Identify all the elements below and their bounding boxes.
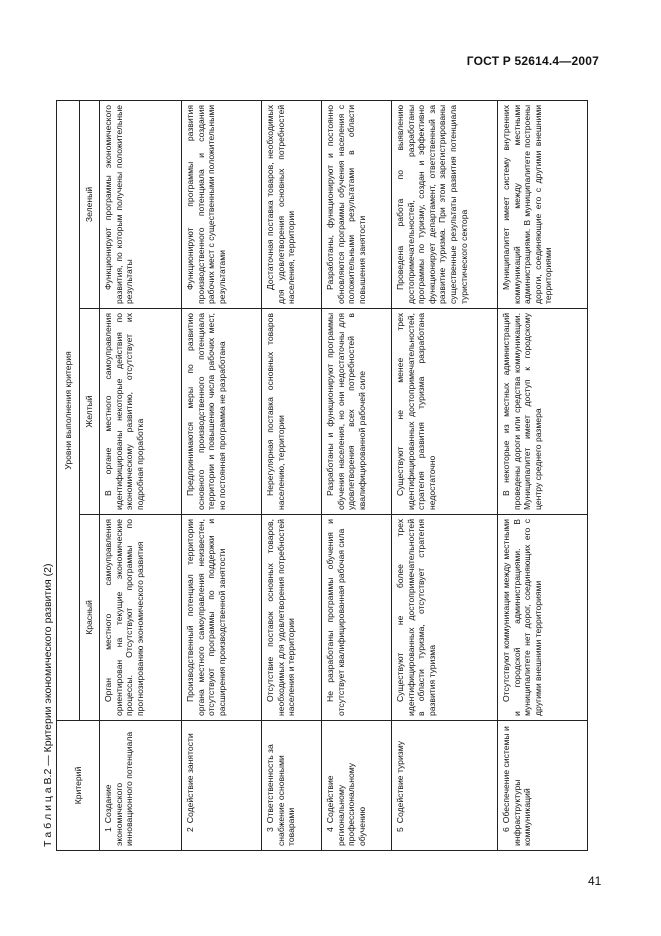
- criterion-text: Обеспечение системы и инфраструктуры коммуникаций: [501, 726, 533, 846]
- table-row: [498, 100, 588, 850]
- table-row: [100, 100, 182, 850]
- criterion-cell: [100, 721, 182, 851]
- red-level-cell: Не разработаны программы обучения и отсутствует квалифицированная рабочая сила: [322, 515, 392, 721]
- criteria-table: [56, 100, 588, 851]
- criterion-cell: [392, 721, 498, 851]
- header-levels: Уровни выполнения критерия: [57, 100, 80, 720]
- header-yellow: Желтый: [80, 309, 100, 515]
- yellow-level-cell: Нерегулярная поставка основных товаров населению, территории: [262, 309, 322, 515]
- criterion-text: Содействие региональному профессиональному обучению: [325, 762, 367, 846]
- red-level-cell: Отсутствуют коммуникации между местными и городской администрациями. В муниципалитете нет дорог, соединяющих его с другими внешними территориями: [498, 515, 588, 721]
- row-number: 5: [395, 827, 405, 832]
- standard-designation: ГОСТ Р 52614.4—2007: [466, 54, 599, 68]
- green-level-cell: Достаточная поставка товаров, необходимых для удовлетворения основных потребностей населения, территории: [262, 100, 322, 308]
- row-number: 2: [185, 827, 195, 832]
- red-level-cell: Существуют не более трех идентифицированных достопримечательностей в области туризма, отсутствует стратегия развития туризма: [392, 515, 498, 721]
- row-number: 4: [325, 827, 335, 832]
- green-level-cell: Муниципалитет имеет систему внутренних коммуникаций между местными администрациями. В муниципалитете построены дороги, соединяющие его с другими внешними территориями: [498, 100, 588, 308]
- table-row: [392, 100, 498, 850]
- yellow-level-cell: В органе местного самоуправления идентифицированы некоторые действия по экономическому развитию, отсутствует их подробная проработка: [100, 309, 182, 515]
- page-number: 41: [588, 874, 602, 888]
- green-level-cell: Проведена работа по выявлению достопримечательностей, разработаны программы по туризму, создан и эффективно функционирует департамент, ответственный за развитие туризма. При этом зарегистрированы существенные результаты развития потенциала туристического сектора: [392, 100, 498, 308]
- green-level-cell: Функционируют программы развития производственного потенциала и создания рабочих мест с существенными положительными результатами: [182, 100, 262, 308]
- criterion-text: Содействие занятости: [185, 733, 195, 824]
- table-row: [322, 100, 392, 850]
- criterion-cell: [182, 721, 262, 851]
- table-caption: Т а б л и ц а В.2 — Критерии экономического развития (2): [42, 563, 54, 847]
- header-criterion: Критерий: [57, 721, 100, 851]
- green-level-cell: Функционируют программы экономического развития, по которым получены положительные результаты: [100, 100, 182, 308]
- yellow-level-cell: В некоторые из местных администраций проведены дороги или средства коммуникации. Муниципалитет имеет доступ к городскому центру среднего размера: [498, 309, 588, 515]
- red-level-cell: Производственный потенциал территории органа местного самоуправления неизвестен, отсутствуют программы по поддержки и расширения производственной занятости: [182, 515, 262, 721]
- row-number: 1: [103, 827, 113, 832]
- green-level-cell: Разработаны, функционируют и постоянно обновляются программы обучения населения с положительными результатами в области повышения занятости: [322, 100, 392, 308]
- criterion-text: Ответственность за снабжение основными товарами: [265, 744, 297, 846]
- yellow-level-cell: Предпринимаются меры по развитию основного производственного потенциала территории и повышению числа рабочих мест, но постоянная программа не разработана: [182, 309, 262, 515]
- criterion-text: Содействие туризму: [395, 741, 405, 824]
- row-number: 6: [501, 827, 511, 832]
- criterion-cell: [322, 721, 392, 851]
- criterion-text: Создание экономического инновационного потенциала: [103, 731, 135, 846]
- yellow-level-cell: Существуют не менее трех идентифицированных достопримечательностей, стратегия развития туризма разработана недостаточно: [392, 309, 498, 515]
- red-level-cell: Отсутствие поставок основных товаров, необходимых для удовлетворения потребностей населения и территории: [262, 515, 322, 721]
- row-number: 3: [265, 827, 275, 832]
- red-level-cell: Орган местного самоуправления ориентирован на текущие экономические процессы. Отсутствуют программы по прогнозированию экономического развития: [100, 515, 182, 721]
- header-red: Красный: [80, 515, 100, 721]
- table-row: [182, 100, 262, 850]
- criterion-cell: [498, 721, 588, 851]
- rotated-table-container: [40, 101, 600, 851]
- criterion-cell: [262, 721, 322, 851]
- yellow-level-cell: Разработаны и функционируют программы обучения населения, но они недостаточны для удовлетворения всех потребностей в квалифицированной рабочей силе: [322, 309, 392, 515]
- header-green: Зеленый: [80, 100, 100, 308]
- table-row: [262, 100, 322, 850]
